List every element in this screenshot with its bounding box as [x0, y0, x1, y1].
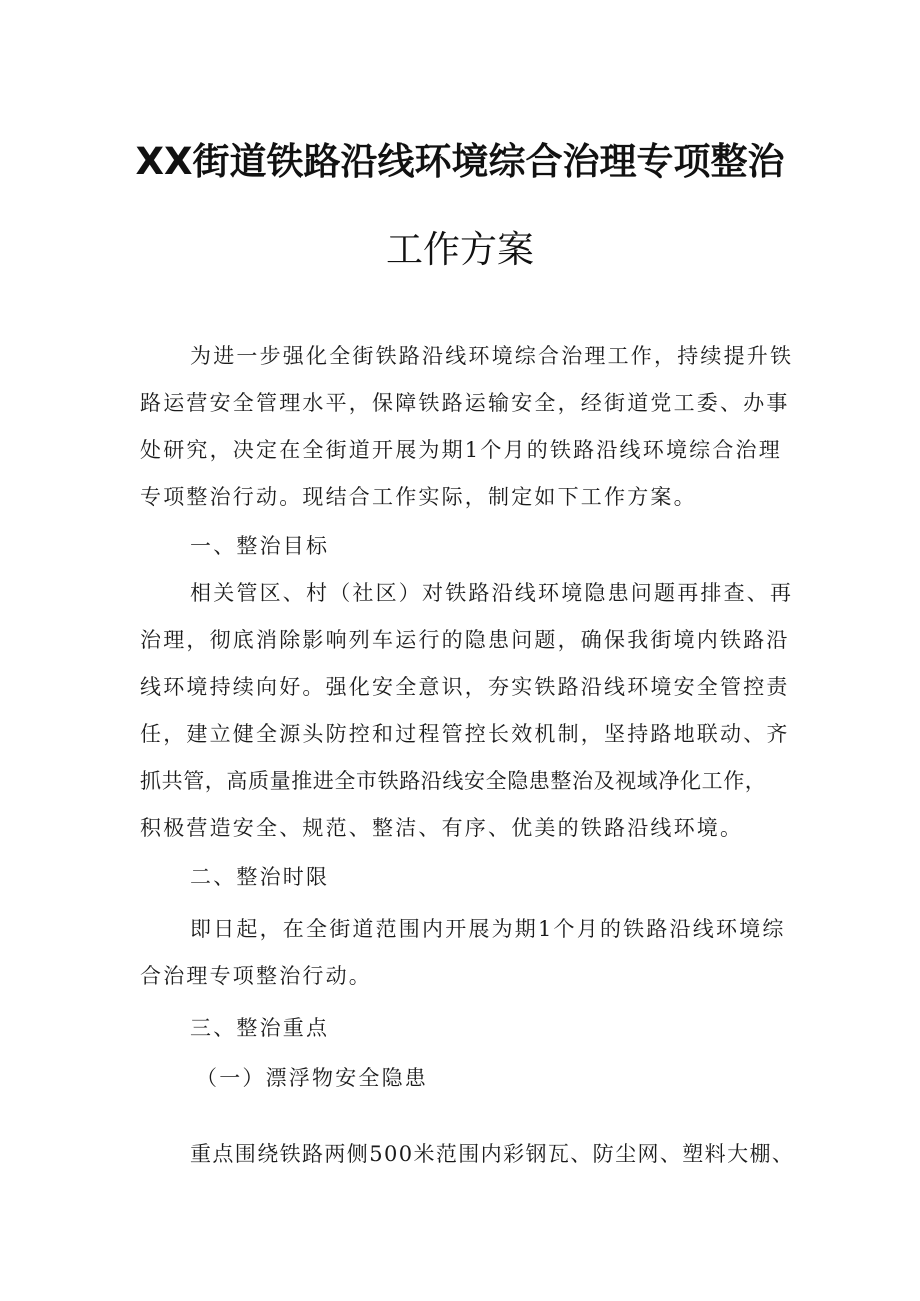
section2-line: 合治理专项整治行动。	[140, 964, 372, 988]
section-heading: 三、整治重点	[190, 1016, 330, 1040]
intro-line: 为进一步强化全街铁路沿线环境综合治理工作，持续提升铁	[190, 344, 794, 368]
section-heading: 一、整治目标	[190, 534, 330, 558]
section1-line: 积极营造安全、规范、整洁、有序、优美的铁路沿线环境。	[140, 816, 744, 840]
document-title-line2: 工作方案	[386, 228, 534, 271]
intro-line: 处研究，决定在全街道开展为期1个月的铁路沿线环境综合治理	[140, 438, 782, 462]
section-heading: 二、整治时限	[190, 865, 330, 889]
subsection1-line: 重点围绕铁路两侧500米范围内彩钢瓦、防尘网、塑料大棚、	[190, 1142, 795, 1166]
subsection-heading: （一）漂浮物安全隐患	[196, 1066, 428, 1090]
document-title-line1: XX街道铁路沿线环境综合治理专项整治	[135, 140, 785, 183]
section1-line: 相关管区、村（社区）对铁路沿线环境隐患问题再排查、再	[190, 581, 794, 605]
section1-line: 治理，彻底消除影响列车运行的隐患问题，确保我街境内铁路沿	[140, 628, 790, 652]
section2-line: 即日起，在全街道范围内开展为期1个月的铁路沿线环境综	[190, 917, 786, 941]
intro-line: 路运营安全管理水平，保障铁路运输安全，经街道党工委、办事	[140, 391, 790, 415]
section1-line: 任，建立健全源头防控和过程管控长效机制，坚持路地联动、齐	[140, 722, 790, 746]
section1-line: 抓共管，高质量推进全市铁路沿线安全隐患整治及视域净化工作，	[140, 769, 767, 793]
section1-line: 线环境持续向好。强化安全意识，夯实铁路沿线环境安全管控责	[140, 675, 790, 699]
intro-line: 专项整治行动。现结合工作实际，制定如下工作方案。	[140, 485, 697, 509]
